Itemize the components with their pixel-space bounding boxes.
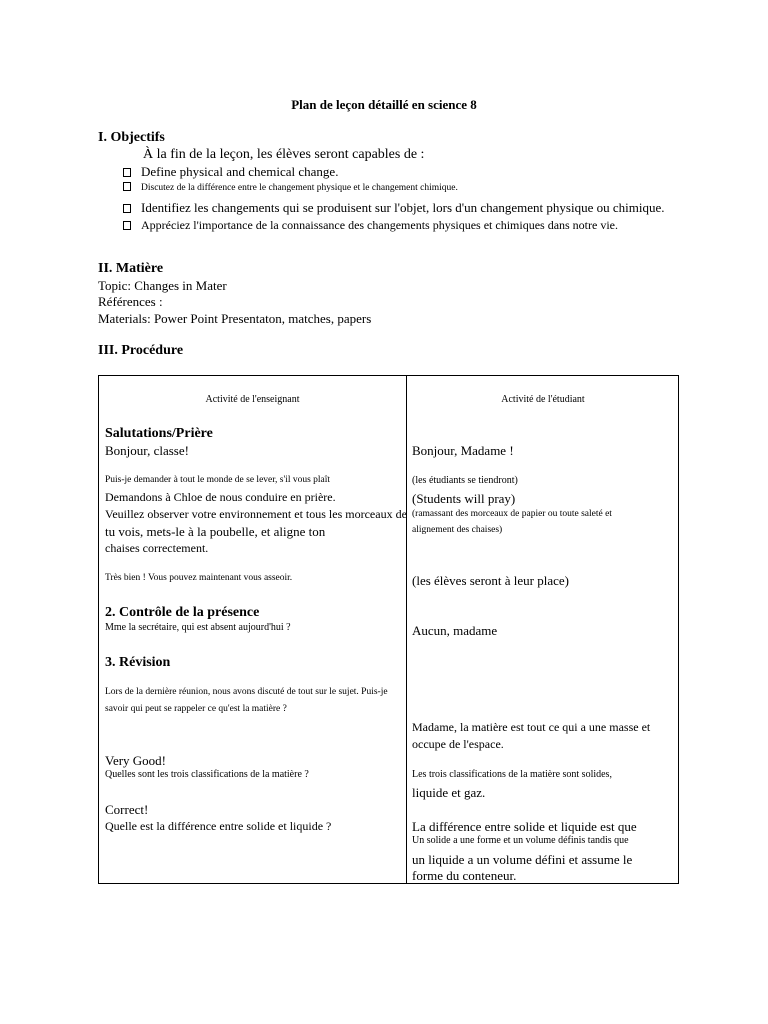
teacher-revision: savoir qui peut se rappeler ce qu'est la matière ? [105, 704, 287, 714]
student-difference: un liquide a un volume défini et assume le [412, 852, 633, 867]
student-classifications: Les trois classifications de la matière sont solides, [412, 769, 612, 780]
student-column-header: Activité de l'étudiant [501, 394, 585, 405]
objective-text: Appréciez l'importance de la connaissance des changements physiques et chimiques dans notre vie. [141, 218, 618, 232]
objectives-intro: À la fin de la leçon, les élèves seront capables de : [143, 147, 425, 162]
checkbox-bullet-icon [123, 182, 131, 191]
student-difference: forme du conteneur. [412, 868, 517, 883]
references-line: Références : [98, 294, 163, 309]
greeting-heading: Salutations/Prière [105, 426, 213, 441]
student-difference: La différence entre solide et liquide est que [412, 819, 637, 834]
student-greeting: Bonjour, Madame ! [412, 443, 514, 458]
matter-heading: II. Matière [98, 261, 164, 276]
teacher-observe: tu vois, mets-le à la poubelle, et aligne ton [105, 524, 326, 539]
objective-text: Define physical and chemical change. [141, 164, 339, 179]
objective-item [123, 200, 664, 216]
student-stand: (les étudiants se tiendront) [412, 475, 518, 486]
teacher-pray: Demandons à Chloe de nous conduire en prière. [105, 490, 336, 504]
objective-item [123, 182, 458, 193]
student-seated: (les élèves seront à leur place) [412, 573, 570, 588]
student-pick: (ramassant des morceaux de papier ou toute saleté et [412, 509, 612, 519]
student-pick: alignement des chaises) [412, 525, 503, 535]
objective-text: Discutez de la différence entre le changement physique et le changement chimique. [141, 183, 458, 193]
teacher-observe: chaises correctement. [105, 541, 209, 555]
teacher-correct: Correct! [105, 802, 149, 817]
topic-line: Topic: Changes in Mater [98, 278, 227, 293]
procedure-heading: III. Procédure [98, 343, 184, 358]
objective-item [123, 218, 618, 233]
objective-item [123, 164, 338, 180]
teacher-difference: Quelle est la différence entre solide et liquide ? [105, 819, 332, 833]
procedure-table [98, 375, 679, 884]
column-divider [406, 376, 407, 883]
student-absent: Aucun, madame [412, 623, 498, 638]
student-classifications: liquide et gaz. [412, 785, 486, 800]
teacher-column-header: Activité de l'enseignant [205, 394, 300, 405]
teacher-stand: Puis-je demander à tout le monde de se lever, s'il vous plaît [105, 475, 331, 485]
student-matter: Madame, la matière est tout ce qui a une masse et [412, 720, 651, 734]
teacher-very-good: Very Good! [105, 753, 167, 768]
objectives-heading: I. Objectifs [98, 130, 165, 145]
teacher-classifications: Quelles sont les trois classifications de la matière ? [105, 769, 309, 780]
teacher-observe: Veuillez observer votre environnement et tous les morceaux de [105, 507, 407, 521]
revision-heading: 3. Révision [105, 655, 171, 670]
student-pray: (Students will pray) [412, 491, 516, 506]
checkbox-bullet-icon [123, 168, 131, 177]
student-difference: Un solide a une forme et un volume définis tandis que [412, 835, 629, 846]
page-title: Plan de leçon détaillé en science 8 [291, 97, 477, 112]
student-matter: occupe de l'espace. [412, 737, 504, 751]
teacher-sit: Très bien ! Vous pouvez maintenant vous asseoir. [105, 573, 293, 583]
teacher-revision: Lors de la dernière réunion, nous avons discuté de tout sur le sujet. Puis-je [105, 687, 388, 697]
objective-text: Identifiez les changements qui se produisent sur l'objet, lors d'un changement physique ou chimique. [141, 200, 665, 215]
checkbox-bullet-icon [123, 221, 131, 230]
teacher-attendance: Mme la secrétaire, qui est absent aujourd'hui ? [105, 622, 291, 633]
materials-line: Materials: Power Point Presentaton, matches, papers [98, 311, 372, 326]
attendance-heading: 2. Contrôle de la présence [105, 605, 260, 620]
teacher-greeting: Bonjour, classe! [105, 443, 189, 458]
checkbox-bullet-icon [123, 204, 131, 213]
